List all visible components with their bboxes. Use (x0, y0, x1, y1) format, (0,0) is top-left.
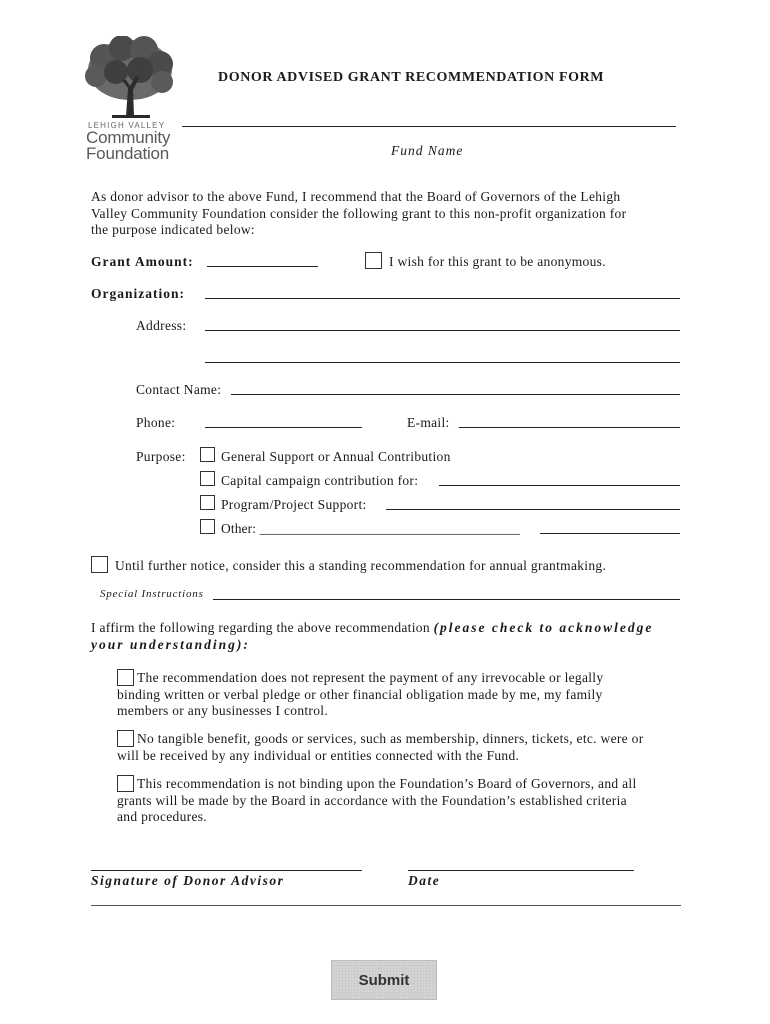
email-label: E-mail: (407, 415, 450, 430)
grant-amount-label: Grant Amount: (91, 254, 194, 269)
purpose-program-field[interactable] (386, 509, 680, 510)
grant-amount-field[interactable] (207, 266, 318, 267)
submit-button[interactable]: Submit (331, 960, 437, 1000)
purpose-label: Purpose: (136, 449, 186, 464)
date-field[interactable] (408, 870, 634, 871)
affirm-emphasis-1: (please check to acknowledge (433, 620, 654, 635)
purpose-other-checkbox[interactable] (200, 519, 215, 534)
purpose-general-label: General Support or Annual Contribution (221, 449, 451, 464)
intro-paragraph (91, 189, 626, 239)
email-field[interactable] (459, 427, 680, 428)
organization-label: Organization: (91, 286, 185, 301)
signature-field[interactable] (91, 870, 362, 871)
organization-field[interactable] (205, 298, 680, 299)
purpose-other-label: Other: ______________________________________ (221, 521, 520, 536)
contact-name-label: Contact Name: (136, 382, 222, 397)
affirmation-1-line-1: The recommendation does not represent the payment of any irrevocable or legally (137, 670, 604, 685)
contact-name-field[interactable] (231, 394, 680, 395)
tree-icon (82, 36, 178, 122)
fund-name-field[interactable] (182, 126, 676, 127)
affirmation-2-text (117, 731, 644, 764)
signature-label: Signature of Donor Advisor (91, 873, 285, 888)
address-label: Address: (136, 318, 187, 333)
affirm-emphasis-2: your understanding): (91, 636, 250, 652)
purpose-program-checkbox[interactable] (200, 495, 215, 510)
affirmation-1-line-3: members or any businesses I control. (117, 703, 329, 718)
affirmation-3-line-2: grants will be made by the Board in accordance with the Foundation’s established criteria (117, 792, 627, 808)
phone-label: Phone: (136, 415, 176, 430)
address-field-2[interactable] (205, 362, 680, 363)
affirm-paragraph (91, 620, 653, 653)
purpose-general-checkbox[interactable] (200, 447, 215, 462)
special-instructions-label: Special Instructions (100, 588, 204, 600)
affirmation-2-line-1: No tangible benefit, goods or services, such as membership, dinners, tickets, etc. were or (137, 731, 644, 746)
purpose-other-field[interactable] (540, 533, 680, 534)
logo-line-3: Foundation (86, 144, 170, 163)
affirmation-3-text (117, 776, 637, 826)
intro-line-2: Valley Community Foundation consider the following grant to this non-profit organization for (91, 205, 627, 221)
anonymous-checkbox[interactable] (365, 252, 382, 269)
affirm-text: I affirm the following regarding the above recommendation (91, 620, 430, 635)
affirmation-3-line-3: and procedures. (117, 809, 207, 824)
foundation-logo (82, 36, 182, 166)
standing-label: Until further notice, consider this a standing recommendation for annual grantmaking. (115, 558, 607, 573)
purpose-capital-checkbox[interactable] (200, 471, 215, 486)
logo-line-2: Community (86, 128, 171, 147)
phone-field[interactable] (205, 427, 362, 428)
purpose-capital-label: Capital campaign contribution for: (221, 473, 419, 488)
form-title: DONOR ADVISED GRANT RECOMMENDATION FORM (218, 70, 605, 85)
date-label: Date (408, 873, 441, 888)
purpose-capital-field[interactable] (439, 485, 680, 486)
anonymous-label: I wish for this grant to be anonymous. (389, 254, 606, 269)
intro-line-1: As donor advisor to the above Fund, I recommend that the Board of Governors of the Lehigh (91, 189, 621, 204)
affirmation-1-line-2: binding written or verbal pledge or other financial obligation made by me, my family (117, 686, 603, 702)
intro-line-3: the purpose indicated below: (91, 222, 255, 237)
fund-name-label: Fund Name (391, 143, 464, 158)
affirmation-2-line-2: will be received by any individual or entities connected with the Fund. (117, 747, 520, 763)
affirmation-3-line-1: This recommendation is not binding upon the Foundation’s Board of Governors, and all (137, 776, 637, 791)
bottom-divider (91, 905, 681, 906)
logo-line-1: LEHIGH VALLEY (88, 121, 166, 130)
special-instructions-field[interactable] (213, 599, 680, 600)
purpose-program-label: Program/Project Support: (221, 497, 367, 512)
standing-checkbox[interactable] (91, 556, 108, 573)
address-field-1[interactable] (205, 330, 680, 331)
affirmation-1-text (117, 670, 603, 720)
